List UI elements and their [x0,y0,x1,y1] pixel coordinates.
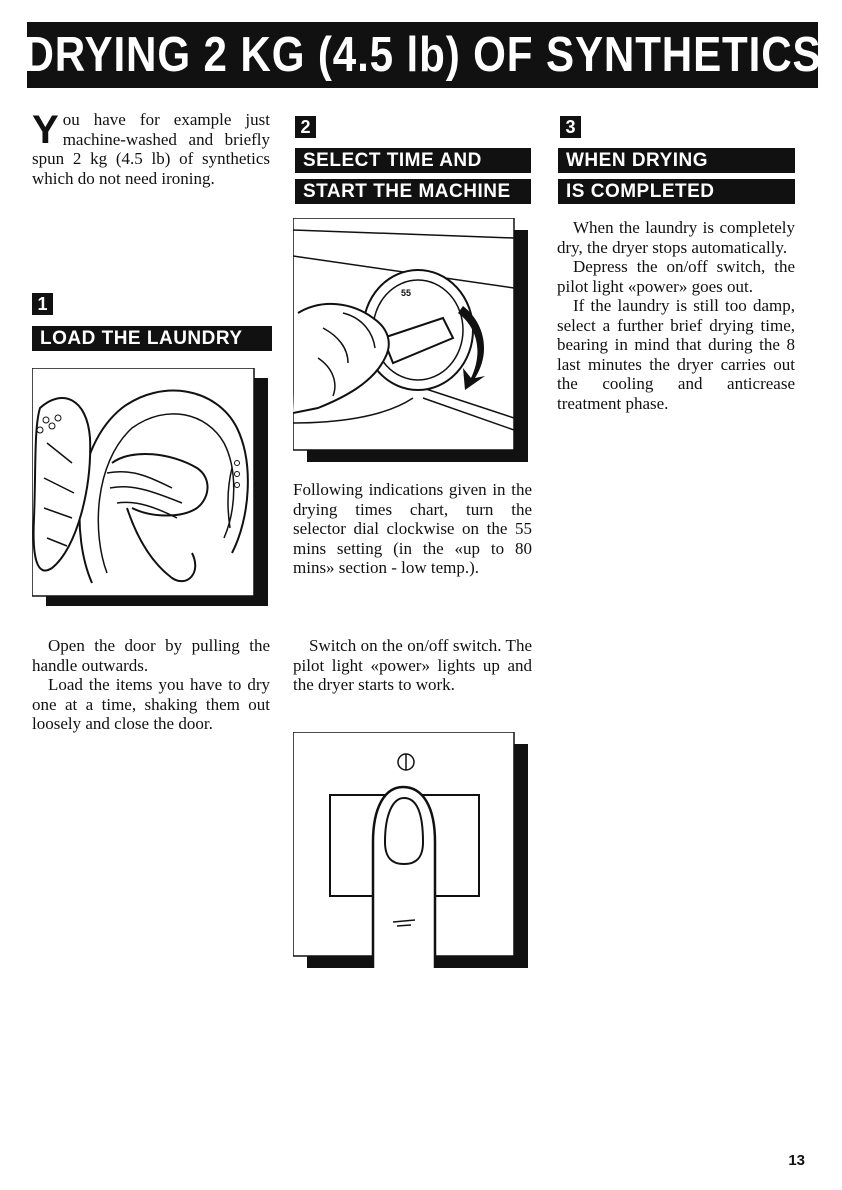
step2-number: 2 [295,116,316,138]
step3-heading-line2: IS COMPLETED [558,179,795,204]
intro-paragraph [32,110,270,188]
step2-text-2 [293,636,532,695]
step3-text [557,218,795,413]
step3-heading-line1: WHEN DRYING [558,148,795,173]
step3-paragraph-2: Depress the on/off switch, the pilot light «power» goes out. [557,257,795,296]
load-laundry-illustration [32,368,268,608]
step1-text [32,636,270,734]
step2-paragraph-1: Following indications given in the drying times chart, turn the selector dial clockwise on the 55 mins setting (in the «up to 80 mins» section - low temp.). [293,480,532,577]
step3-paragraph-1: When the laundry is completely dry, the dryer stops automatically. [557,218,795,257]
step3-number: 3 [560,116,581,138]
step3-paragraph-3: If the laundry is still too damp, select a further brief drying time, bearing in mind that during the 8 last minutes the dryer carries out the cooling and anticrease treatment phase. [557,296,795,413]
step1-number: 1 [32,293,53,315]
step2-paragraph-2: Switch on the on/off switch. The pilot light «power» lights up and the dryer starts to work. [293,636,532,694]
step2-heading-line2: START THE MACHINE [295,179,531,204]
on-off-switch-illustration [293,732,528,968]
step1-heading: LOAD THE LAUNDRY [32,326,272,351]
page-number: 13 [788,1152,805,1169]
page-title: DRYING 2 KG (4.5 lb) OF SYNTHETICS [23,28,822,82]
step2-text-1 [293,480,532,578]
intro-column [32,110,270,188]
intro-dropcap: Y [32,108,59,152]
step1-paragraph-2: Load the items you have to dry one at a time, shaking them out loosely and close the door. [32,675,270,733]
intro-text: ou have for example just machine-washed and briefly spun 2 kg (4.5 lb) of synthetics which do not need ironing. [32,110,270,188]
selector-dial-illustration [293,218,528,462]
step2-heading-line1: SELECT TIME AND [295,148,531,173]
title-bar [23,22,822,88]
dial-setting-label: 55 [401,288,412,298]
step1-paragraph-1: Open the door by pulling the handle outwards. [32,636,270,675]
